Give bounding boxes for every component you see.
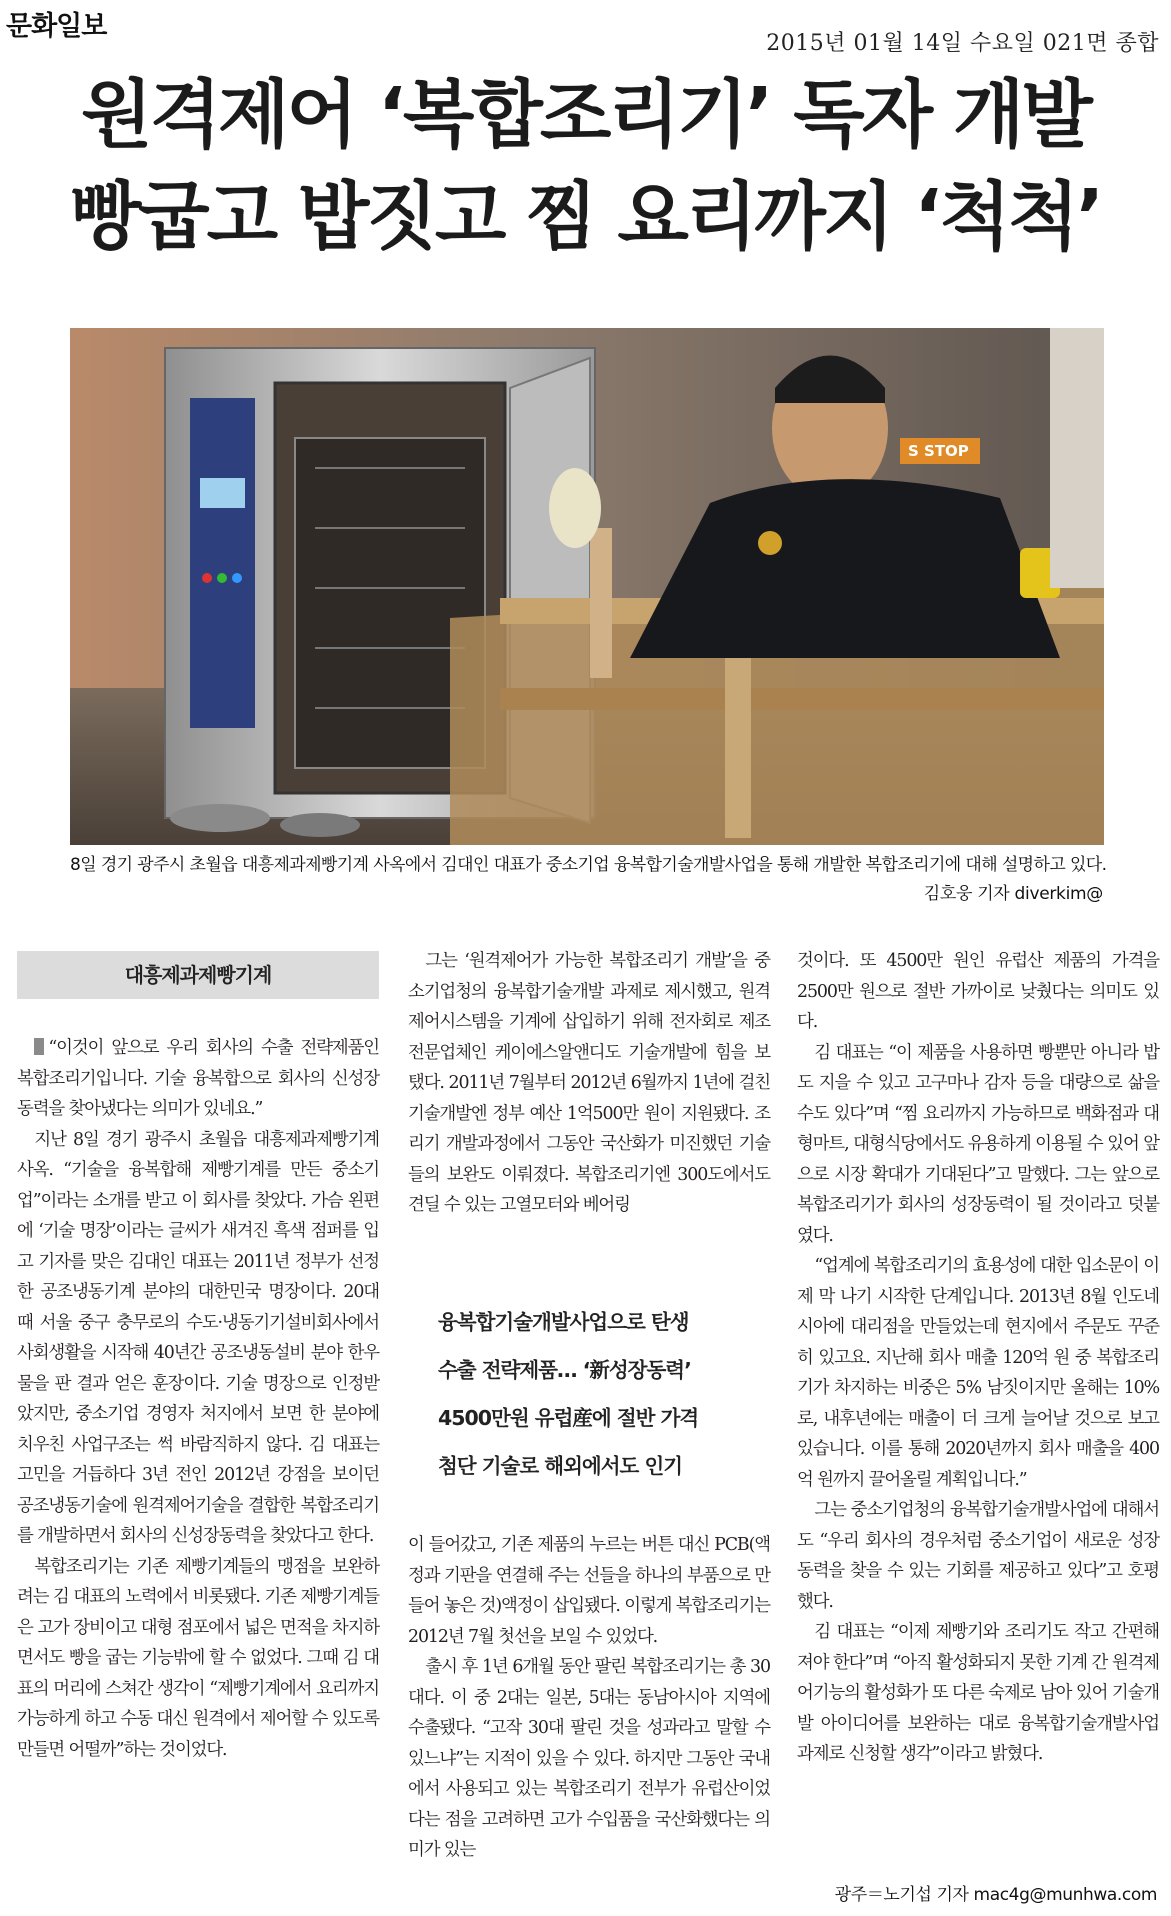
subhead-3: 4500만원 유럽産에 절반 가격 [438, 1406, 699, 1430]
article-paragraph: 복합조리기는 기존 제빵기계들의 맹점을 보완하려는 김 대표의 노력에서 비롯됐다. 기존 제빵기계들은 고가 장비이고 대형 점포에서 넓은 면적을 차지하면서도 빵을 굽는 기능밖에 할 수 없었다. 그때 김 대표의 머리에 스쳐간 생각이 “제빵기계에서 요리까지 가능하게 하고 수동 대신 원격에서 제어할 수 있도록 만들면 어떨까”하는 것이었다. [17, 1556, 379, 1760]
article-paragraph: 것이다. 또 4500만 원인 유럽산 제품의 가격을 2500만 원으로 절반 가까이로 낮췄다는 의미도 있다. [797, 951, 1159, 1032]
subhead-4: 첨단 기술로 해외에서도 인기 [438, 1454, 683, 1478]
dateline: 2015년 01월 14일 수요일 021면 종합 [766, 31, 1159, 56]
subhead-1: 융복합기술개발사업으로 탄생 [438, 1310, 689, 1334]
article-column-1 [17, 1033, 379, 1765]
company-label: 대흥제과제빵기계 [17, 951, 379, 999]
article-column-3 [797, 946, 1159, 1770]
article-paragraph: 김 대표는 “이 제품을 사용하면 빵뿐만 아니라 밥도 지을 수 있고 고구마나 감자 등을 대량으로 삶을 수도 있다”며 “찜 요리까지 가능하므로 백화점과 대형마트, 대형식당에서도 유용하게 이용될 수 있어 앞으로 시장 확대가 기대된다”고 말했다. 그는 앞으로 복합조리기가 회사의 성장동력이 될 것이라고 덧붙였다. [797, 1042, 1159, 1246]
publication-name: 문화일보 [6, 11, 107, 42]
article-paragraph: 그는 중소기업청의 융복합기술개발사업에 대해서도 “우리 회사의 경우처럼 중소기업이 새로운 성장동력을 찾을 수 있는 기회를 제공하고 있다”고 호평했다. [797, 1500, 1159, 1612]
article-paragraph: 이 들어갔고, 기존 제품의 누르는 버튼 대신 PCB(액정과 기판을 연결해 주는 선들을 하나의 부품으로 만들어 놓은 것)액정이 삽입됐다. 이렇게 복합조리기는 2012년 7월 첫선을 보일 수 있었다. [408, 1535, 770, 1647]
article-column-2-top [408, 946, 770, 1221]
photo-illustration [70, 328, 1104, 845]
photo-credit: 김호웅 기자 diverkim@ [923, 884, 1103, 904]
article-paragraph: 그는 ‘원격제어가 가능한 복합조리기 개발’을 중소기업청의 융복합기술개발 과제로 제시했고, 원격제어시스템을 기계에 삽입하기 위해 전자회로 제조 전문업체인 케이에스알앤디도 기술개발에 힘을 보탰다. 2011년 7월부터 2012년 6월까지 1년에 걸친 기술개발엔 정부 예산 1억500만 원이 지원됐다. 조리기 개발과정에서 그동안 국산화가 미진했던 기술들의 보완도 이뤄졌다. 복합조리기엔 300도에서도 견딜 수 있는 고열모터와 베어링 [408, 951, 770, 1215]
news-photo [70, 328, 1104, 845]
article-paragraph: “업계에 복합조리기의 효용성에 대한 입소문이 이제 막 나기 시작한 단계입니다. 2013년 8월 인도네시아에 대리점을 만들었는데 현지에서 주문도 꾸준히 있고요. 지난해 회사 매출 120억 원 중 복합조리기가 차지하는 비중은 5% 남짓이지만 올해는 10%로, 내후년에는 매출이 더 크게 늘어날 것으로 보고 있습니다. 이를 통해 2020년까지 회사 매출을 400억 원까지 끌어올릴 계획입니다.” [797, 1256, 1159, 1490]
subhead-2: 수출 전략제품… ‘新성장동력’ [438, 1358, 691, 1382]
reporter-byline: 광주＝노기섭 기자 mac4g@munhwa.com [834, 1885, 1157, 1905]
article-paragraph: 출시 후 1년 6개월 동안 팔린 복합조리기는 총 30대다. 이 중 2대는 일본, 5대는 동남아시아 지역에 수출됐다. “고작 30대 팔린 것을 성과라고 말할 수 있느냐”는 지적이 있을 수 있다. 하지만 그동안 국내에서 사용되고 있는 복합조리기 전부가 유럽산이었다는 점을 고려하면 고가 수입품을 국산화했다는 의미가 있는 [408, 1657, 770, 1860]
article-column-2-bottom [408, 1530, 770, 1866]
article-paragraph: “이것이 앞으로 우리 회사의 수출 전략제품인 복합조리기입니다. 기술 융복합으로 회사의 신성장동력을 찾아냈다는 의미가 있네요.” [17, 1038, 379, 1119]
photo-caption: 8일 경기 광주시 초월읍 대흥제과제빵기계 사옥에서 김대인 대표가 중소기업 융복합기술개발사업을 통해 개발한 복합조리기에 대해 설명하고 있다. [70, 855, 1107, 875]
article-paragraph: 지난 8일 경기 광주시 초월읍 대흥제과제빵기계 사옥. “기술을 융복합해 제빵기계를 만든 중소기업”이라는 소개를 받고 이 회사를 찾았다. 가슴 왼편에 ‘기술 명장’이라는 글씨가 새겨진 흑색 점퍼를 입고 기자를 맞은 김대인 대표는 2011년 정부가 선정한 공조냉동기계 분야의 대한민국 명장이다. 20대 때 서울 중구 충무로의 수도·냉동기기설비회사에서 사회생활을 시작해 40년간 공조냉동설비 분야 한우물을 판 결과 얻은 훈장이다. 기술 명장으로 인정받았지만, 중소기업 경영자 처지에서 보면 한 분야에 치우친 사업구조는 썩 바람직하지 않다. 김 대표는 고민을 거듭하다 3년 전인 2012년 강점을 보이던 공조냉동기술에 원격제어기술을 결합한 복합조리기를 개발하면서 회사의 신성장동력을 찾았다고 한다. [17, 1129, 379, 1546]
headline-line-2: 빵굽고 밥짓고 찜 요리까지 ‘척척’ [69, 174, 1102, 260]
article-paragraph: 김 대표는 “이제 제빵기와 조리기도 작고 간편해져야 한다”며 “아직 활성화되지 못한 기계 간 원격제어기능의 활성화가 또 다른 숙제로 남아 있어 기술개발 아이디어를 보완하는 대로 융복합기술개발사업 과제로 신청할 생각”이라고 밝혔다. [797, 1622, 1159, 1764]
photo-sign: S STOP [908, 442, 969, 460]
paragraph-marker [34, 1038, 44, 1055]
headline-line-1: 원격제어 ‘복합조리기’ 독자 개발 [81, 72, 1090, 158]
